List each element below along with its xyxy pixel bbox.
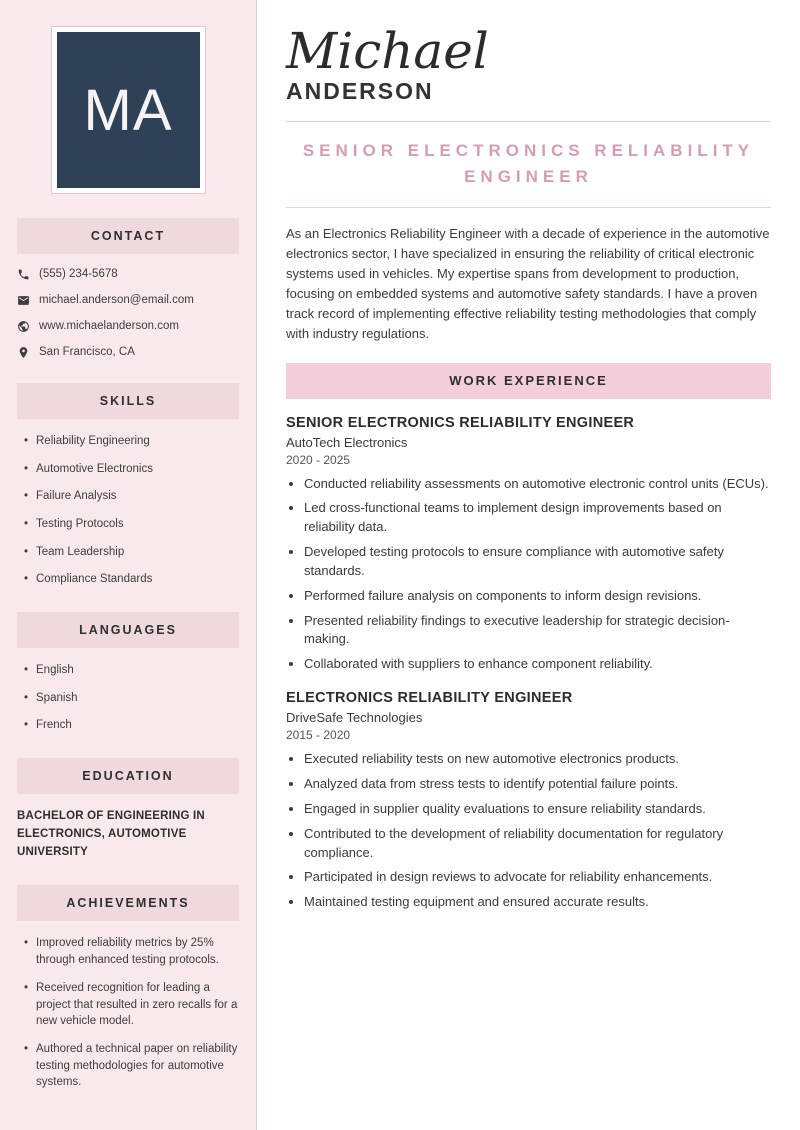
contact-phone-text: (555) 234-5678 [39, 268, 118, 280]
job-bullet: • Analyzed data from stress tests to identify potential failure points. [304, 775, 771, 794]
summary-paragraph: As an Electronics Reliability Engineer with a decade of experience in the automotive electronics sector, I have specialized in ensuring the reliability of critical electronic systems used in vehicles. My expertise spans from development to production, focusing on embedded systems and automotive safety standards. I have a proven track record of implementing effective reliability testing methodologies that comply with industry regulations. [286, 225, 770, 342]
skills-section [0, 383, 256, 588]
contact-location-text: San Francisco, CA [39, 346, 135, 358]
job-title: ELECTRONICS RELIABILITY ENGINEER [286, 690, 573, 707]
job-bullet: • Presented reliability findings to executive leadership for strategic decision-making. [304, 612, 771, 650]
language-item: • Spanish [24, 690, 239, 707]
achievement-item: • Received recognition for leading a project that resulted in zero recalls for a new vehicle model. [24, 980, 239, 1030]
job-bullet: • Performed failure analysis on components to inform design revisions. [304, 587, 771, 606]
job-bullet-list [304, 750, 771, 912]
achievement-item: • Authored a technical paper on reliability testing methodologies for automotive systems. [24, 1041, 239, 1091]
job-company: DriveSafe Technologies [286, 710, 423, 726]
name-first: Michael [286, 22, 489, 80]
location-icon [17, 346, 30, 359]
job-bullet: • Contributed to the development of reliability documentation for regulatory compliance. [304, 825, 771, 863]
job-dates: 2015 - 2020 [286, 728, 351, 743]
language-item: • French [24, 717, 239, 734]
job-bullet: • Executed reliability tests on new automotive electronics products. [304, 750, 771, 769]
contact-website-text: www.michaelanderson.com [39, 320, 179, 332]
job-bullet: • Participated in design reviews to advocate for reliability enhancements. [304, 868, 771, 887]
divider-bottom [286, 207, 771, 208]
contact-section [0, 218, 256, 359]
main-content [257, 0, 800, 1130]
phone-icon [17, 268, 30, 281]
skill-item: • Testing Protocols [24, 516, 239, 533]
contact-list [17, 268, 239, 359]
skills-header: SKILLS [17, 383, 239, 419]
avatar [51, 26, 206, 194]
name-last: ANDERSON [286, 78, 434, 104]
job-bullet: • Led cross-functional teams to implement design improvements based on reliability data. [304, 499, 771, 537]
contact-email-text: michael.anderson@email.com [39, 294, 194, 306]
globe-icon [17, 320, 30, 333]
education-degree: BACHELOR OF ENGINEERING IN ELECTRONICS, AUTOMOTIVE UNIVERSITY [17, 810, 205, 858]
contact-item-website [17, 320, 239, 333]
job-bullet: • Collaborated with suppliers to enhance component reliability. [304, 655, 771, 674]
job-company: AutoTech Electronics [286, 434, 408, 450]
work-experience-header: WORK EXPERIENCE [286, 363, 771, 399]
job-entry-1 [286, 415, 771, 675]
languages-header: LANGUAGES [17, 612, 239, 648]
education-header: EDUCATION [17, 758, 239, 794]
achievements-section [0, 885, 256, 1090]
job-bullet: • Maintained testing equipment and ensured accurate results. [304, 893, 771, 912]
achievements-header: ACHIEVEMENTS [17, 885, 239, 921]
job-dates: 2020 - 2025 [286, 452, 351, 467]
skill-item: • Team Leadership [24, 544, 239, 561]
skills-list [24, 433, 239, 588]
achievements-list [24, 935, 239, 1090]
skill-item: • Compliance Standards [24, 571, 239, 588]
job-bullet: • Conducted reliability assessments on automotive electronic control units (ECUs). [304, 475, 771, 494]
divider-top [286, 121, 771, 122]
education-section [0, 758, 256, 861]
avatar-box [57, 32, 200, 188]
sidebar [0, 0, 257, 1130]
languages-list [24, 662, 239, 734]
contact-item-phone [17, 268, 239, 281]
contact-item-location [17, 346, 239, 359]
job-bullet: • Engaged in supplier quality evaluations to ensure reliability standards. [304, 800, 771, 819]
job-entry-2 [286, 690, 771, 912]
avatar-initials: MA [83, 77, 173, 143]
skill-item: • Automotive Electronics [24, 461, 239, 478]
languages-section [0, 612, 256, 734]
job-bullet-list [304, 475, 771, 675]
job-bullet: • Developed testing protocols to ensure compliance with automotive safety standards. [304, 543, 771, 581]
achievement-item: • Improved reliability metrics by 25% through enhanced testing protocols. [24, 935, 239, 968]
job-title: SENIOR ELECTRONICS RELIABILITY ENGINEER [286, 414, 635, 431]
contact-header: CONTACT [17, 218, 239, 254]
language-item: • English [24, 662, 239, 679]
skill-item: • Reliability Engineering [24, 433, 239, 450]
email-icon [17, 294, 30, 307]
headline: SENIOR ELECTRONICS RELIABILITY ENGINEER [302, 141, 755, 187]
contact-item-email [17, 294, 239, 307]
skill-item: • Failure Analysis [24, 488, 239, 505]
